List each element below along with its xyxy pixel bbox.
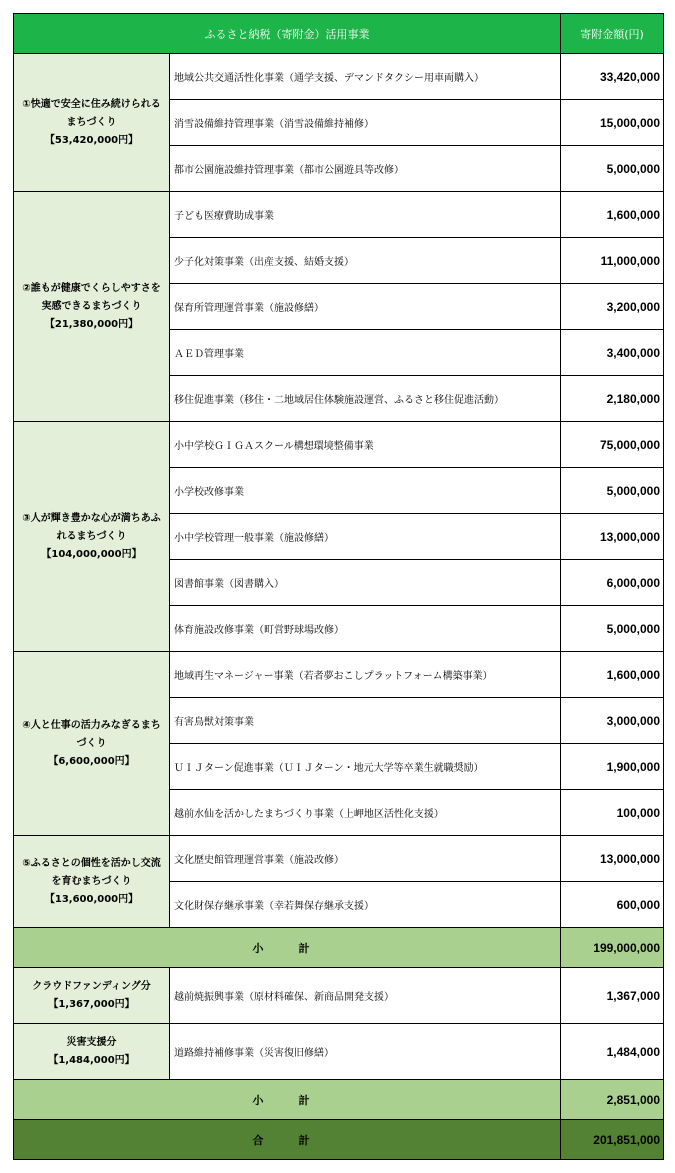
category-cell	[14, 422, 170, 652]
table-row	[14, 192, 664, 238]
category-name: ①快適で安全に住み続けられるまちづくり	[22, 98, 161, 128]
project-label: 文化財保存継承事業（幸若舞保存継承支援）	[170, 882, 561, 928]
table-header-row	[14, 14, 664, 54]
project-label: 少子化対策事業（出産支援、結婚支援）	[170, 238, 561, 284]
category-cell	[14, 54, 170, 192]
project-label: 小中学校ＧＩＧＡスクール構想環境整備事業	[170, 422, 561, 468]
category-amount: 【104,000,000円】	[41, 548, 142, 560]
project-value: 5,000,000	[561, 606, 664, 652]
table-row	[14, 968, 664, 1024]
category-amount: 【1,367,000円】	[48, 998, 135, 1010]
project-value: 15,000,000	[561, 100, 664, 146]
category-cell	[14, 968, 170, 1024]
subtotal2-row-value: 2,851,000	[561, 1080, 664, 1120]
donation-table	[13, 13, 664, 1160]
category-cell	[14, 836, 170, 928]
project-value: 1,600,000	[561, 652, 664, 698]
category-name: ⑤ふるさとの個性を活かし交流を育むまちづくり	[22, 857, 161, 887]
project-label: 地域公共交通活性化事業（通学支援、デマンドタクシー用車両購入）	[170, 54, 561, 100]
table-row	[14, 422, 664, 468]
project-value: 2,180,000	[561, 376, 664, 422]
project-label: 子ども医療費助成事業	[170, 192, 561, 238]
project-label: 小中学校管理一般事業（施設修繕）	[170, 514, 561, 560]
total-row-value: 201,851,000	[561, 1120, 664, 1160]
project-value: 13,000,000	[561, 514, 664, 560]
category-amount: 【13,600,000円】	[44, 893, 139, 905]
project-label: 地域再生マネージャー事業（若者夢おこしプラットフォーム構築事業）	[170, 652, 561, 698]
subtotal2-row-label: 小 計	[14, 1080, 561, 1120]
category-cell	[14, 652, 170, 836]
project-value: 3,400,000	[561, 330, 664, 376]
header-amount-label: 寄附金額(円)	[561, 14, 664, 54]
project-value: 33,420,000	[561, 54, 664, 100]
category-name: 災害支援分	[66, 1036, 117, 1048]
table-row	[14, 1024, 664, 1080]
table-row	[14, 652, 664, 698]
project-label: ＵＩＪターン促進事業（ＵＩＪターン・地元大学等卒業生就職奨励）	[170, 744, 561, 790]
project-label: 体育施設改修事業（町営野球場改修）	[170, 606, 561, 652]
project-label: 越前水仙を活かしたまちづくり事業（上岬地区活性化支援）	[170, 790, 561, 836]
project-label: 図書館事業（図書購入）	[170, 560, 561, 606]
project-value: 11,000,000	[561, 238, 664, 284]
project-label: ＡＥＤ管理事業	[170, 330, 561, 376]
table-row	[14, 54, 664, 100]
category-name: クラウドファンディング分	[32, 980, 151, 992]
project-value: 75,000,000	[561, 422, 664, 468]
project-value: 6,000,000	[561, 560, 664, 606]
project-value: 100,000	[561, 790, 664, 836]
project-label: 消雪設備維持管理事業（消雪設備維持補修）	[170, 100, 561, 146]
project-label: 道路維持補修事業（災害復旧修繕）	[170, 1024, 561, 1080]
category-cell	[14, 1024, 170, 1080]
project-value: 1,484,000	[561, 1024, 664, 1080]
project-value: 1,367,000	[561, 968, 664, 1024]
subtotal2-row	[14, 1080, 664, 1120]
project-value: 1,900,000	[561, 744, 664, 790]
project-value: 3,000,000	[561, 698, 664, 744]
category-amount: 【53,420,000円】	[44, 134, 139, 146]
project-label: 小学校改修事業	[170, 468, 561, 514]
project-label: 保育所管理運営事業（施設修繕）	[170, 284, 561, 330]
project-label: 都市公園施設維持管理事業（都市公園遊具等改修）	[170, 146, 561, 192]
project-label: 文化歴史館管理運営事業（施設改修）	[170, 836, 561, 882]
subtotal-row	[14, 928, 664, 968]
project-value: 1,600,000	[561, 192, 664, 238]
total-row	[14, 1120, 664, 1160]
project-value: 13,000,000	[561, 836, 664, 882]
category-cell	[14, 192, 170, 422]
category-name: ④人と仕事の活力みなぎるまちづくり	[22, 719, 161, 749]
category-amount: 【21,380,000円】	[44, 318, 139, 330]
project-value: 5,000,000	[561, 468, 664, 514]
project-value: 3,200,000	[561, 284, 664, 330]
project-label: 有害鳥獣対策事業	[170, 698, 561, 744]
category-name: ②誰もが健康でくらしやすさを実感できるまちづくり	[22, 282, 161, 312]
subtotal-row-label: 小 計	[14, 928, 561, 968]
category-amount: 【1,484,000円】	[48, 1054, 135, 1066]
category-name: ③人が輝き豊かな心が満ちあふれるまちづくり	[22, 512, 161, 542]
project-value: 600,000	[561, 882, 664, 928]
project-value: 5,000,000	[561, 146, 664, 192]
total-row-label: 合 計	[14, 1120, 561, 1160]
project-label: 移住促進事業（移住・二地域居住体験施設運営、ふるさと移住促進活動）	[170, 376, 561, 422]
category-amount: 【6,600,000円】	[48, 755, 135, 767]
table-row	[14, 836, 664, 882]
subtotal-row-value: 199,000,000	[561, 928, 664, 968]
project-label: 越前焼振興事業（原材料確保、新商品開発支援）	[170, 968, 561, 1024]
header-title: ふるさと納税（寄附金）活用事業	[14, 14, 561, 54]
donation-table-container	[13, 13, 663, 1160]
